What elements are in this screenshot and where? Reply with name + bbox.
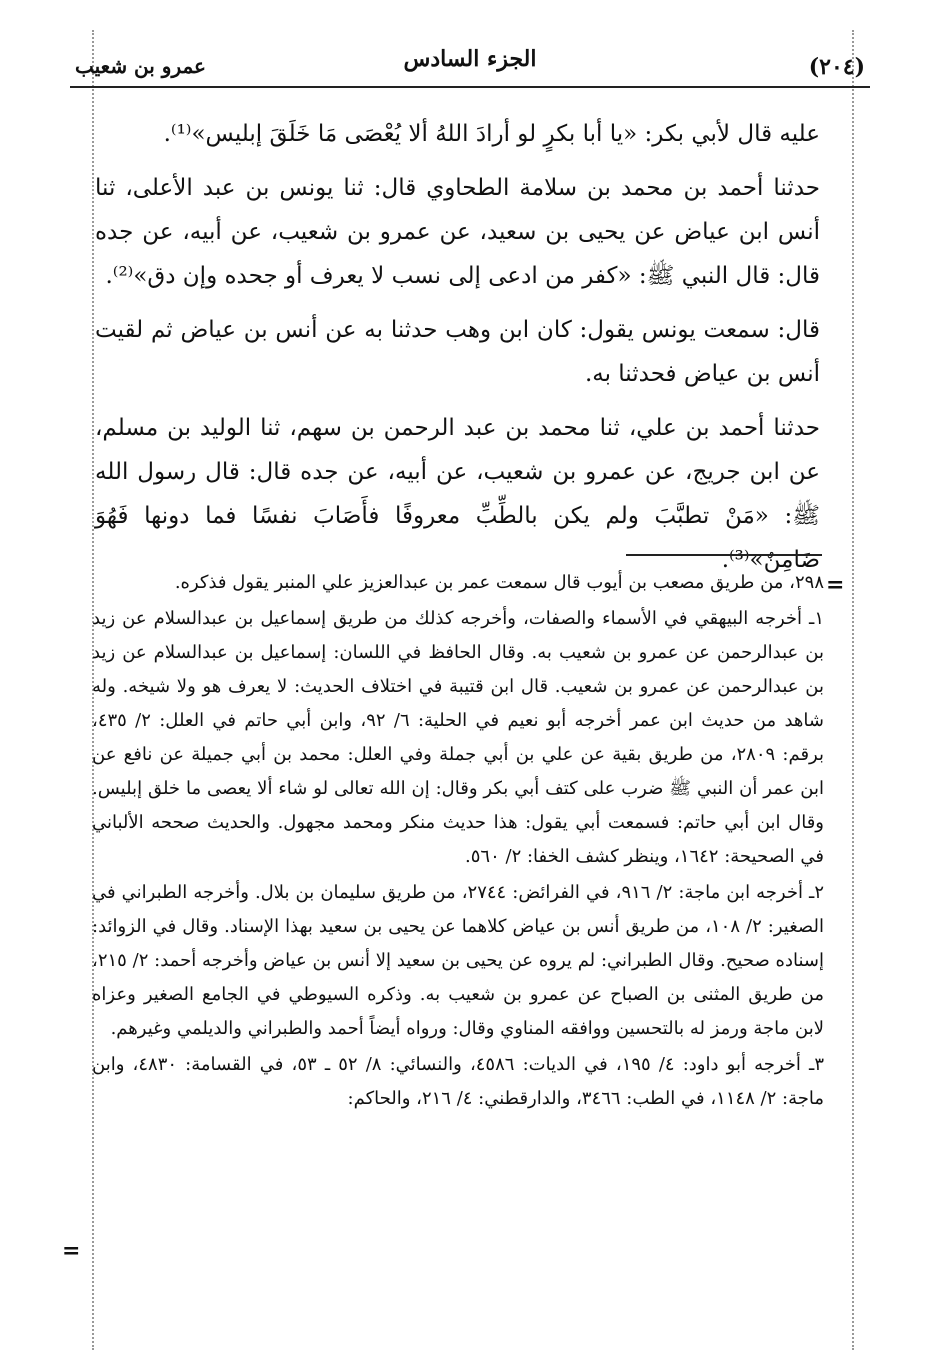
footnote-continuation: ٢٩٨، من طريق مصعب بن أيوب قال سمعت عمر بن عبدالعزيز علي المنبر يقول فذكره.: [174, 572, 824, 593]
continuation-marker: =: [826, 572, 845, 598]
footnote-3: ٣ـ أخرجه أبو داود: ٤/ ١٩٥، في الديات: ٤٥٨٦، والنسائي: ٨/ ٥٢ ـ ٥٣، في القسامة: ٤٨٣٠، وابن ماجة: ٢/ ١١٤٨، في الطب: ٣٤٦٦، والدارقطني: ٤/ ٢١٦، والحاكم:: [92, 1054, 825, 1109]
hadith-paragraph-3: قال: سمعت يونس يقول: كان ابن وهب حدثنا به عن أنس بن عياض ثم لقيت أنس بن عياض فحدثنا به.: [95, 317, 820, 387]
footnotes: [92, 566, 824, 1118]
part-title: الجزء السادس: [403, 46, 537, 72]
footnote-2: ٢ـ أخرجه ابن ماجة: ٢/ ٩١٦، في الفرائض: ٢٧٤٤، من طريق سليمان بن بلال. وأخرجه الطبراني في الصغير: ٢/ ١٠٨، من طريق أنس بن عياض كلاهما عن يحيى بن سعيد بهذا الإسناد. وقال في الزوائد: إسناده صحيح. وقال الطبراني: لم يروه عن يحيى بن سعيد إلا أنس بن عياض وأخرجه أحمد: ٢/ ٢١٥، من طريق المثنى بن الصباح عن عمرو بن شعيب به. وذكره السيوطي في الجامع الصغير وعزاه لابن ماجة ورمز له بالتحسين ووافقه المناوي وقال: ورواه أيضاً أحمد والطبراني والديلمي وغيرهم.: [92, 882, 824, 1039]
narrator-running-head: عمرو بن شعيب: [75, 54, 206, 78]
hadith-paragraph-4: حدثنا أحمد بن علي، ثنا محمد بن عبد الرحمن بن سهم، ثنا الوليد بن مسلم، عن ابن جريج، عن عمرو بن شعيب، عن أبيه، عن جده قال: قال رسول الله ﷺ: «مَنْ تطبَّبَ ولم يكن بالطِّبِّ معروفًا فأَصَابَ نفسًا فما دونها فَهُوَ ضَامِنٌ»⁽³⁾.: [95, 415, 820, 573]
hadith-paragraph-1: عليه قال لأبي بكر: «يا أبا بكرٍ لو أرادَ اللهُ ألا يُعْصَى مَا خَلَقَ إبليس»⁽¹⁾.: [163, 121, 820, 147]
main-text: [95, 112, 820, 584]
hadith-paragraph-2: حدثنا أحمد بن محمد بن سلامة الطحاوي قال: ثنا يونس بن عبد الأعلى، ثنا أنس ابن عياض عن يحيى بن سعيد، عن عمرو بن شعيب، عن أبيه، عن جده قال: قال النبي ﷺ: «كفر من ادعى إلى نسب لا يعرف أو جحده وإن دق»⁽²⁾.: [95, 175, 820, 289]
end-marker: =: [62, 1238, 81, 1264]
page-header: [75, 40, 865, 80]
page-number: (٢٠٤): [808, 54, 865, 80]
right-dotted-margin: [852, 30, 854, 1350]
footnote-1: ١ـ أخرجه البيهقي في الأسماء والصفات، وأخرجه كذلك من طريق إسماعيل بن عبدالسلام عن زيد بن عبدالرحمن عن عمرو بن شعيب به. وقال الحافظ في اللسان: إسماعيل بن عبدالسلام عن زيد بن عبدالرحمن عن عمرو بن شعيب. قال ابن قتيبة في اختلاف الحديث: لا يعرف هو ولا شيخه. وله شاهد من حديث ابن عمر أخرجه أبو نعيم في الحلية: ٦/ ٩٢، وابن أبي حاتم في العلل: ٢/ ٤٣٥، برقم: ٢٨٠٩، من طريق بقية عن علي بن أبي جملة وفي العلل: محمد بن أبي جميلة عن نافع عن ابن عمر أن النبي ﷺ ضرب على كتف أبي بكر وقال: إن الله تعالى لو شاء ألا يعصى ما خلق إبليس. وقال ابن أبي حاتم: فسمعت أبي يقول: هذا حديث منكر ومحمد مجهول. والحديث صححه الألباني في الصحيحة: ١٦٤٢، وينظر كشف الخفا: ٢/ ٥٦٠.: [92, 608, 824, 867]
header-rule: [70, 86, 870, 88]
footnote-separator: [626, 554, 822, 556]
